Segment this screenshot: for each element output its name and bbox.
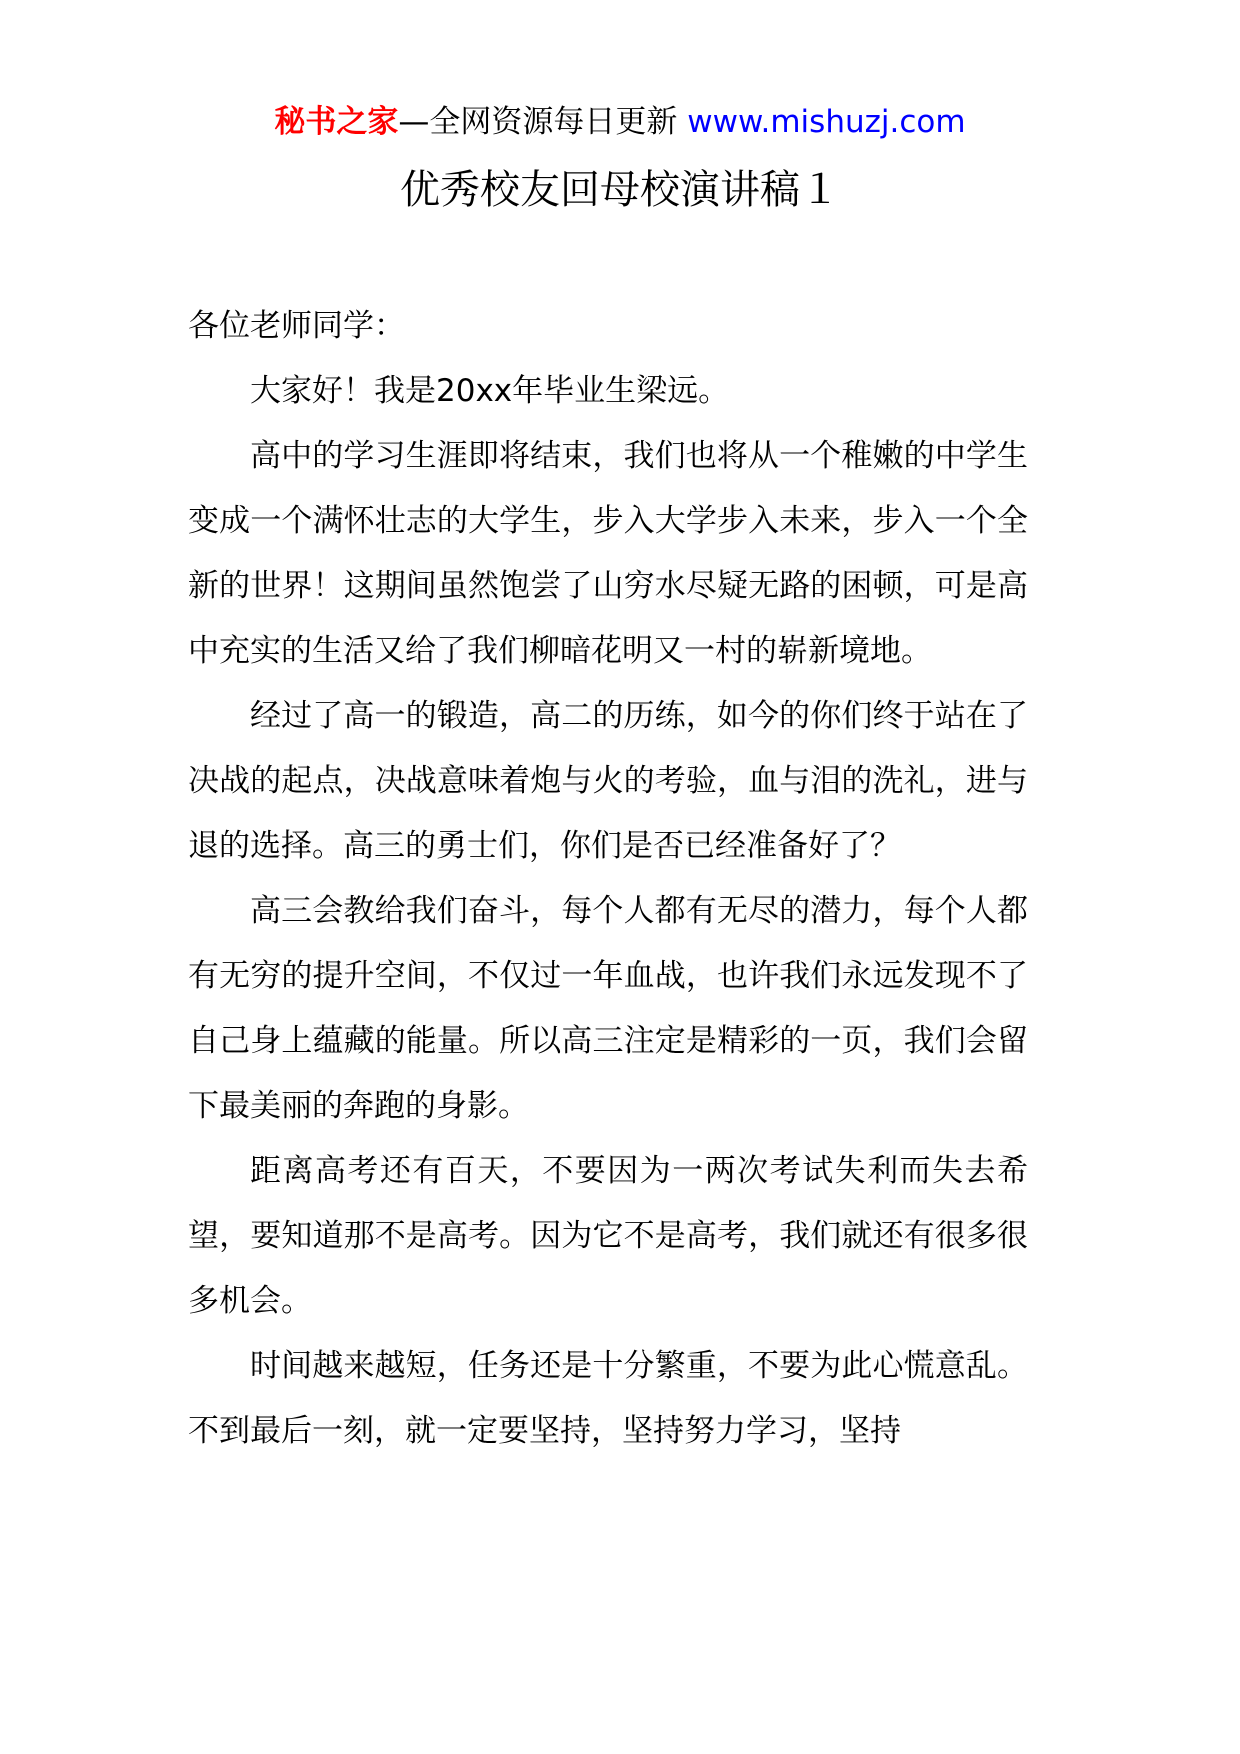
header-url-link[interactable]: www.mishuzj.com <box>687 104 966 140</box>
header-brand: 秘书之家 <box>274 104 399 140</box>
document-title: 优秀校友回母校演讲稿１ <box>400 167 840 213</box>
page-header <box>0 100 1240 144</box>
paragraph: 高三会教给我们奋斗，每个人都有无尽的潜力，每个人都有无穷的提升空间，不仅过一年血战，也许我们永远发现不了自己身上蕴藏的能量。所以高三注定是精彩的一页，我们会留下最美丽的奔跑的身影。 <box>188 893 1028 1124</box>
paragraph: 距离高考还有百天，不要因为一两次考试失利而失去希望，要知道那不是高考。因为它不是高考，我们就还有很多很多机会。 <box>188 1153 1028 1319</box>
document-body <box>188 294 1028 1464</box>
paragraph: 经过了高一的锻造，高二的历练，如今的你们终于站在了决战的起点，决战意味着炮与火的考验，血与泪的洗礼，进与退的选择。高三的勇士们，你们是否已经准备好了？ <box>188 698 1028 864</box>
salutation: 各位老师同学： <box>188 308 405 344</box>
paragraph: 大家好！我是20xx年毕业生梁远。 <box>250 373 730 409</box>
paragraph: 高中的学习生涯即将结束，我们也将从一个稚嫩的中学生变成一个满怀壮志的大学生，步入大学步入未来，步入一个全新的世界！这期间虽然饱尝了山穷水尽疑无路的困顿，可是高中充实的生活又给了我们柳暗花明又一村的崭新境地。 <box>188 438 1028 669</box>
paragraph: 时间越来越短，任务还是十分繁重，不要为此心慌意乱。不到最后一刻，就一定要坚持，坚持努力学习，坚持 <box>188 1348 1028 1449</box>
header-tagline: —全网资源每日更新 <box>398 104 688 140</box>
